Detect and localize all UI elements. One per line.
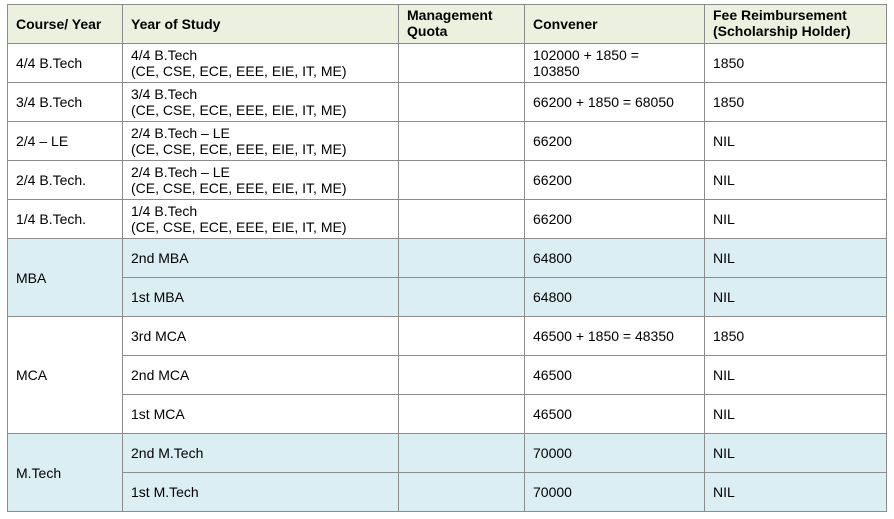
management-quota-cell xyxy=(399,395,525,434)
study-cell: 2nd M.Tech xyxy=(123,434,399,473)
study-line-1: 2/4 B.Tech – LE xyxy=(131,164,230,180)
study-cell: 3rd MCA xyxy=(123,317,399,356)
convener-cell: 66200 xyxy=(525,200,705,239)
fee-cell: NIL xyxy=(705,356,887,395)
table-row xyxy=(8,317,887,356)
study-line-2: (CE, CSE, ECE, EEE, EIE, IT, ME) xyxy=(131,63,347,79)
study-line-2: (CE, CSE, ECE, EEE, EIE, IT, ME) xyxy=(131,180,347,196)
convener-line-1: 102000 + 1850 = xyxy=(533,47,639,63)
convener-cell: 70000 xyxy=(525,473,705,512)
study-line-2: (CE, CSE, ECE, EEE, EIE, IT, ME) xyxy=(131,141,347,157)
course-cell-mtech: M.Tech xyxy=(8,434,123,512)
convener-cell: 66200 + 1850 = 68050 xyxy=(525,83,705,122)
header-fee-reimbursement: Fee Reimbursement (Scholarship Holder) xyxy=(705,5,887,44)
header-row xyxy=(8,5,887,44)
management-quota-cell xyxy=(399,317,525,356)
fee-cell: NIL xyxy=(705,122,887,161)
convener-cell: 66200 xyxy=(525,161,705,200)
header-convener: Convener xyxy=(525,5,705,44)
convener-cell: 64800 xyxy=(525,278,705,317)
management-quota-cell xyxy=(399,278,525,317)
fee-cell: 1850 xyxy=(705,83,887,122)
study-line-2: (CE, CSE, ECE, EEE, EIE, IT, ME) xyxy=(131,219,347,235)
convener-cell: 66200 xyxy=(525,122,705,161)
management-quota-cell xyxy=(399,356,525,395)
fee-cell: 1850 xyxy=(705,44,887,83)
table-row xyxy=(8,44,887,83)
convener-cell: 46500 xyxy=(525,356,705,395)
course-cell-mba: MBA xyxy=(8,239,123,317)
course-cell: 3/4 B.Tech xyxy=(8,83,123,122)
fee-cell: NIL xyxy=(705,473,887,512)
fee-cell: NIL xyxy=(705,161,887,200)
study-cell xyxy=(123,161,399,200)
convener-cell: 46500 + 1850 = 48350 xyxy=(525,317,705,356)
fee-cell: NIL xyxy=(705,200,887,239)
convener-cell xyxy=(525,44,705,83)
table-row xyxy=(8,239,887,278)
study-line-1: 2/4 B.Tech – LE xyxy=(131,125,230,141)
fee-cell: 1850 xyxy=(705,317,887,356)
study-cell xyxy=(123,44,399,83)
header-course-year: Course/ Year xyxy=(8,5,123,44)
study-line-1: 3/4 B.Tech xyxy=(131,86,198,102)
study-line-1: 1/4 B.Tech xyxy=(131,203,198,219)
table-row xyxy=(8,122,887,161)
management-quota-cell xyxy=(399,161,525,200)
study-cell: 1st MBA xyxy=(123,278,399,317)
management-quota-cell xyxy=(399,122,525,161)
convener-cell: 46500 xyxy=(525,395,705,434)
study-cell xyxy=(123,83,399,122)
management-quota-cell xyxy=(399,200,525,239)
management-quota-cell xyxy=(399,239,525,278)
course-cell: 1/4 B.Tech. xyxy=(8,200,123,239)
table-row xyxy=(8,161,887,200)
study-cell: 1st M.Tech xyxy=(123,473,399,512)
management-quota-cell xyxy=(399,83,525,122)
header-management-quota: Management Quota xyxy=(399,5,525,44)
convener-cell: 70000 xyxy=(525,434,705,473)
course-cell: 2/4 B.Tech. xyxy=(8,161,123,200)
table-row xyxy=(8,356,887,395)
fee-cell: NIL xyxy=(705,395,887,434)
study-cell xyxy=(123,200,399,239)
convener-cell: 64800 xyxy=(525,239,705,278)
management-quota-cell xyxy=(399,44,525,83)
convener-line-2: 103850 xyxy=(533,63,580,79)
study-line-2: (CE, CSE, ECE, EEE, EIE, IT, ME) xyxy=(131,102,347,118)
study-line-1: 4/4 B.Tech xyxy=(131,47,198,63)
course-cell: 4/4 B.Tech xyxy=(8,44,123,83)
course-cell: 2/4 – LE xyxy=(8,122,123,161)
fee-cell: NIL xyxy=(705,434,887,473)
table-row xyxy=(8,278,887,317)
study-cell: 2nd MCA xyxy=(123,356,399,395)
fee-table xyxy=(7,4,887,512)
course-cell-mca: MCA xyxy=(8,317,123,434)
table-row xyxy=(8,395,887,434)
table-row xyxy=(8,200,887,239)
management-quota-cell xyxy=(399,473,525,512)
fee-cell: NIL xyxy=(705,239,887,278)
table-row xyxy=(8,434,887,473)
study-cell: 2nd MBA xyxy=(123,239,399,278)
fee-cell: NIL xyxy=(705,278,887,317)
table-row xyxy=(8,83,887,122)
management-quota-cell xyxy=(399,434,525,473)
table-row xyxy=(8,473,887,512)
study-cell: 1st MCA xyxy=(123,395,399,434)
study-cell xyxy=(123,122,399,161)
header-year-of-study: Year of Study xyxy=(123,5,399,44)
